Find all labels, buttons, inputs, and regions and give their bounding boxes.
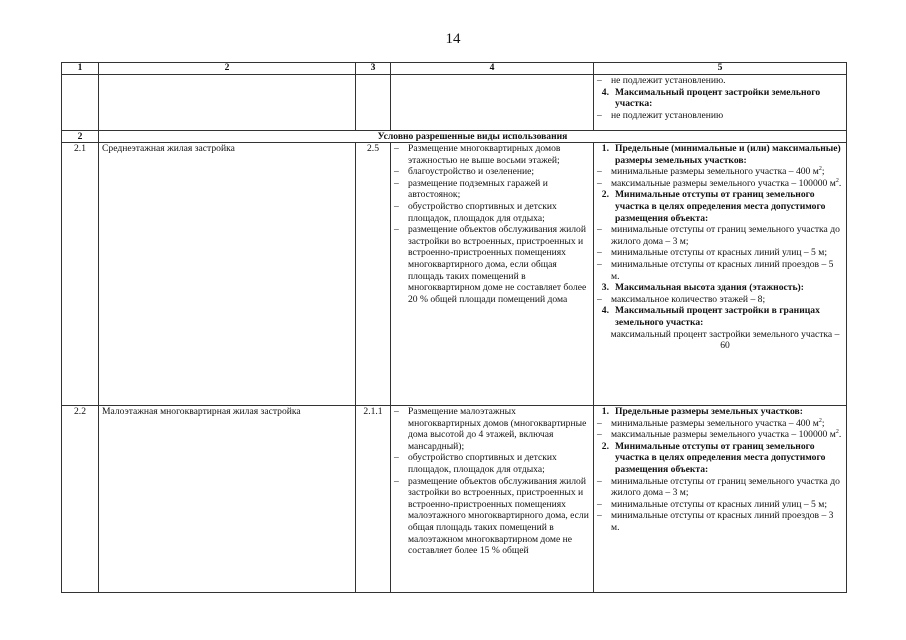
superscript: 2 — [818, 166, 822, 172]
classifier-code: 2.5 — [356, 143, 391, 406]
item-text: минимальные отступы от красных линий улиц – 5 м; — [611, 498, 827, 510]
list-item — [597, 166, 843, 178]
list-item — [597, 224, 843, 247]
heading-text: Максимальный процент застройки земельного участка: — [615, 86, 821, 110]
list-item — [597, 247, 843, 259]
empty-cell — [62, 75, 99, 131]
page-number: 14 — [445, 31, 461, 47]
list-item: – размещение подземных гаражей и автостоянок; — [394, 178, 590, 201]
superscript: 2 — [818, 417, 822, 424]
list-item — [597, 429, 843, 441]
table-row — [62, 143, 847, 406]
item-text: не подлежит установлению. — [611, 75, 726, 86]
classifier-code: 2.1.1 — [356, 406, 391, 593]
superscript: 2 — [835, 177, 839, 184]
use-type-name: Среднеэтажная жилая застройка — [99, 143, 356, 406]
list-item — [597, 476, 843, 499]
header-cell: 4 — [391, 63, 594, 75]
description-cell — [391, 406, 594, 593]
numbered-heading — [597, 87, 843, 110]
numbered-heading — [597, 143, 843, 166]
item-text: минимальные размеры земельного участка – 400 м — [611, 417, 819, 429]
item-text: максимальное количество этажей – 8; — [611, 293, 766, 305]
zoning-table — [61, 62, 847, 593]
row-number: 2.2 — [62, 406, 99, 593]
numbered-heading — [597, 441, 843, 476]
section-title: Условно разрешенные виды использования — [99, 131, 847, 143]
list-item: – Размещение малоэтажных многоквартирных домов (многоквартирные дома высотой до 4 этажей, включая мансардный); — [394, 406, 590, 452]
item-text: максимальный процент застройки земельного участка – 60 — [610, 328, 840, 352]
item-number: 1. — [601, 406, 609, 417]
item-text: минимальные размеры земельного участка – 400 м — [611, 166, 819, 178]
list-item — [597, 259, 843, 282]
list-item: – Размещение многоквартирных домов этажностью не выше восьми этажей; — [394, 143, 590, 166]
parameters-cell — [594, 75, 847, 131]
item-tail: . — [838, 177, 842, 189]
list-item: – размещение объектов обслуживания жилой застройки во встроенных, пристроенных и встроенно-пристроенных помещениях малоэтажного многоквартирного дома, если общая площадь таких помещений в малоэтажном многоквартирном доме не составляет более 15 % общей — [394, 476, 590, 557]
header-cell: 5 — [594, 63, 847, 75]
list-item: – размещение объектов обслуживания жилой застройки во встроенных, пристроенных и встроенно-пристроенных помещениях многоквартирного дома, если общая площадь таких помещений в многоквартирном доме не составляет более 20 % общей площади помещений дома — [394, 224, 590, 305]
parameters-cell — [594, 143, 847, 406]
heading-text: Предельные (минимальные и (или) максимальные) размеры земельных участков: — [615, 143, 841, 166]
item-tail: ; — [821, 417, 825, 429]
list-item: – благоустройство и озеленение; — [394, 166, 590, 178]
numbered-heading — [597, 282, 843, 294]
empty-cell — [99, 75, 356, 131]
item-text: минимальные отступы от красных линий улиц – 5 м; — [611, 247, 827, 259]
section-row — [62, 131, 847, 143]
description-cell — [391, 143, 594, 406]
header-cell: 3 — [356, 63, 391, 75]
list-item: – обустройство спортивных и детских площадок, площадок для отдыха; — [394, 201, 590, 224]
item-number: 4. — [601, 305, 609, 317]
item-number: 4. — [601, 86, 609, 98]
numbered-heading — [597, 406, 843, 418]
table-row — [62, 406, 847, 593]
item-text: минимальные отступы от красных линий проездов – 3 м. — [611, 510, 834, 533]
item-tail: . — [838, 429, 842, 441]
item-number: 2. — [601, 189, 609, 201]
item-text: максимальные размеры земельного участка – 100000 м — [611, 429, 836, 441]
item-number: 1. — [601, 143, 609, 154]
empty-cell — [391, 75, 594, 131]
list-item — [597, 178, 843, 190]
use-type-name: Малоэтажная многоквартирная жилая застройка — [99, 406, 356, 593]
item-number: 2. — [601, 440, 609, 452]
item-text: максимальные размеры земельного участка – 100000 м — [611, 177, 836, 189]
parameters-cell — [594, 406, 847, 593]
list-item — [597, 510, 843, 533]
section-code: 2 — [62, 131, 99, 143]
table-header-row — [62, 63, 847, 75]
table-row-continuation — [62, 75, 847, 131]
row-number: 2.1 — [62, 143, 99, 406]
list-item — [597, 499, 843, 511]
list-item — [597, 75, 843, 87]
header-cell: 1 — [62, 63, 99, 75]
heading-text: Минимальные отступы от границ земельного участка в целях определения места допустимого размещения объекта: — [615, 440, 826, 475]
list-item — [597, 418, 843, 430]
item-tail: ; — [821, 166, 825, 178]
item-text: не подлежит установлению — [611, 109, 724, 121]
heading-text: Предельные размеры земельных участков: — [615, 406, 803, 417]
list-item — [597, 294, 843, 306]
list-item — [597, 110, 843, 122]
numbered-heading — [597, 305, 843, 328]
empty-cell — [356, 75, 391, 131]
item-text: минимальные отступы от границ земельного участка до жилого дома – 3 м; — [611, 224, 840, 247]
heading-text: Максимальный процент застройки в границах земельного участка: — [615, 305, 820, 328]
item-text: минимальные отступы от границ земельного участка до жилого дома – 3 м; — [611, 475, 840, 499]
item-number: 3. — [601, 282, 609, 294]
item-text: минимальные отступы от красных линий проездов – 5 м. — [611, 258, 834, 282]
heading-text: Максимальная высота здания (этажность): — [615, 282, 804, 294]
superscript: 2 — [835, 429, 839, 435]
numbered-heading — [597, 189, 843, 224]
list-item: – обустройство спортивных и детских площадок, площадок для отдыха; — [394, 452, 590, 475]
list-item — [597, 329, 843, 352]
header-cell: 2 — [99, 63, 356, 75]
heading-text: Минимальные отступы от границ земельного участка в целях определения места допустимого размещения объекта: — [615, 189, 826, 224]
